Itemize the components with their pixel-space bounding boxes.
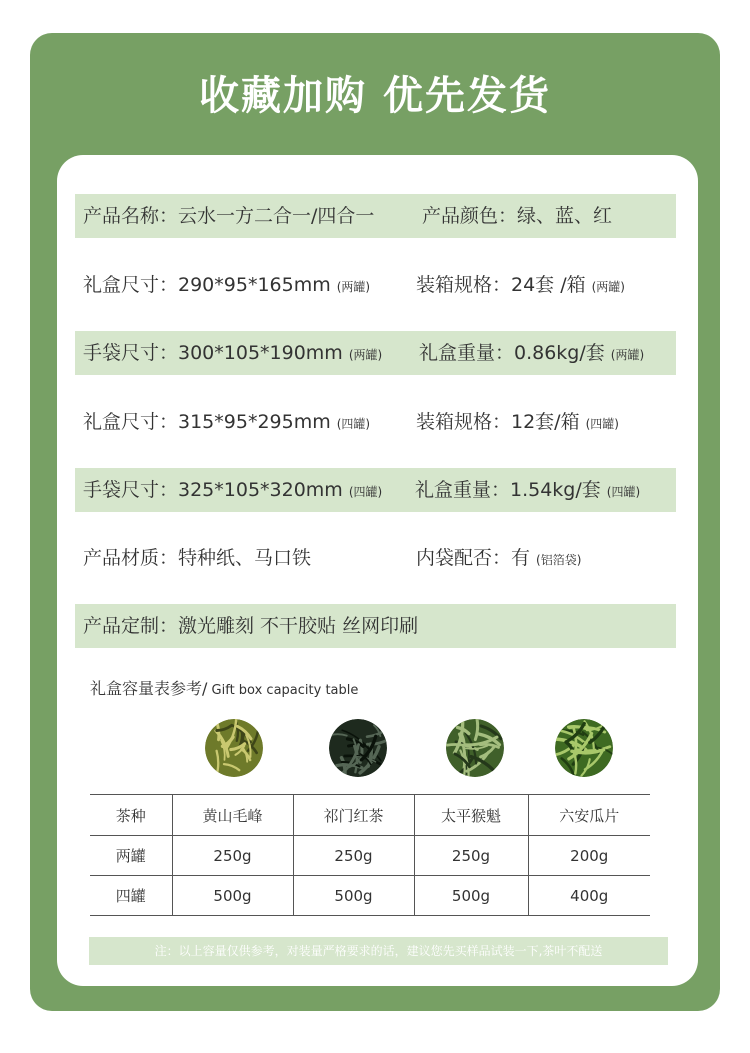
table-header-cell: 黄山毛峰: [172, 795, 293, 836]
table-cell: 四罐: [90, 876, 172, 916]
spec-row-bag-size-4: [75, 468, 676, 512]
spec-row-box-size-4: [75, 400, 676, 444]
table-cell: 250g: [172, 836, 293, 876]
table-cell: 200g: [528, 836, 650, 876]
table-header-cell: 六安瓜片: [528, 795, 650, 836]
spec-row-box-size-4-right: 装箱规格：12套/箱 (四罐): [416, 411, 619, 433]
spec-row-box-size-2-right: 装箱规格：24套 /箱 (两罐): [416, 274, 625, 296]
table-cell: 500g: [172, 876, 293, 916]
table-cell: 250g: [414, 836, 528, 876]
spec-row-material-left: 产品材质：特种纸、马口铁: [83, 547, 312, 569]
spec-row-name-right: 产品颜色：绿、蓝、红: [422, 205, 613, 227]
capacity-table: [90, 794, 650, 916]
spec-row-name-left: 产品名称：云水一方二合一/四合一: [83, 205, 375, 227]
tea-image-luan-guapian: [555, 719, 613, 777]
table-cell: 500g: [414, 876, 528, 916]
spec-row-box-size-2-left: 礼盒尺寸：290*95*165mm (两罐): [83, 274, 371, 296]
table-cell: 250g: [293, 836, 414, 876]
spec-row-box-size-4-left: 礼盒尺寸：315*95*295mm (四罐): [83, 411, 371, 433]
tea-image-qimen-black-tea: [329, 719, 387, 777]
spec-row-box-size-2: [75, 263, 676, 307]
spec-row-name: [75, 194, 676, 238]
tea-image-taiping-houkui: [446, 719, 504, 777]
spec-row-custom-left: 产品定制：激光雕刻 不干胶贴 丝网印刷: [83, 615, 419, 637]
spec-row-material-right: 内袋配否：有 (铝箔袋): [416, 547, 582, 569]
spec-row-bag-size-4-right: 礼盒重量：1.54kg/套 (四罐): [415, 479, 641, 501]
table-row: [90, 836, 650, 876]
table-cell: 500g: [293, 876, 414, 916]
table-cell: 400g: [528, 876, 650, 916]
note-banner: 注：以上容量仅供参考，对装量严格要求的话，建议您先买样品试装一下,茶叶不配送: [89, 937, 668, 965]
table-header-cell: 茶种: [90, 795, 172, 836]
headline: 收藏加购 优先发货: [199, 73, 551, 119]
spec-row-bag-size-2: [75, 331, 676, 375]
table-row: [90, 876, 650, 916]
capacity-title: 礼盒容量表参考/ Gift box capacity table: [90, 679, 359, 698]
spec-row-bag-size-2-left: 手袋尺寸：300*105*190mm (两罐): [83, 342, 383, 364]
table-header-cell: 太平猴魁: [414, 795, 528, 836]
spec-row-bag-size-2-right: 礼盒重量：0.86kg/套 (两罐): [419, 342, 645, 364]
spec-row-bag-size-4-left: 手袋尺寸：325*105*320mm (四罐): [83, 479, 383, 501]
spec-row-custom: [75, 604, 676, 648]
table-header-cell: 祁门红茶: [293, 795, 414, 836]
table-header-row: [90, 795, 650, 836]
spec-row-material: [75, 536, 676, 580]
tea-image-huangshan-maofeng: [205, 719, 263, 777]
table-cell: 两罐: [90, 836, 172, 876]
